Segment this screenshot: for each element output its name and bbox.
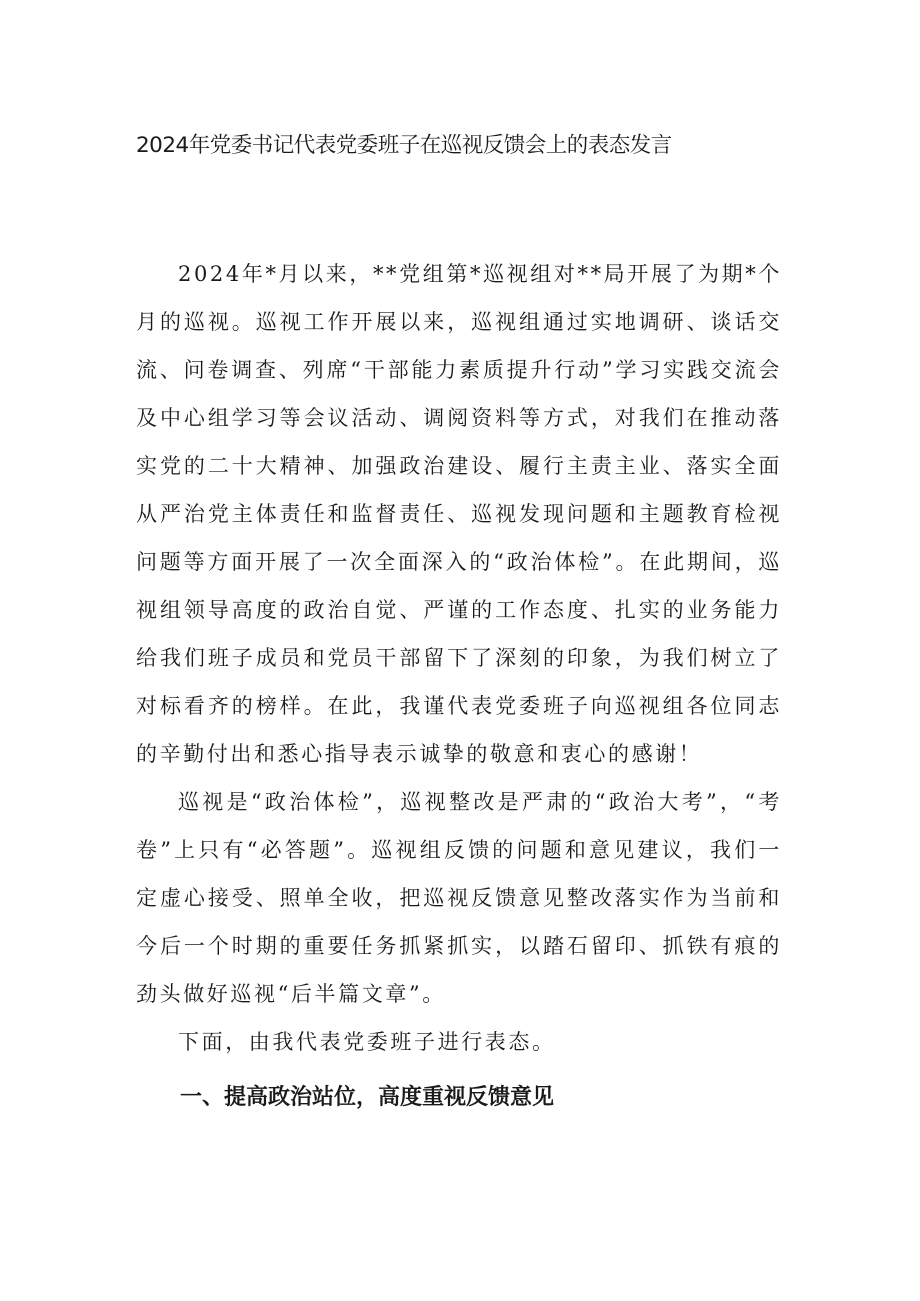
paragraph-inspection: 巡视是“政治体检”，巡视整改是严肃的“政治大考”，“考卷”上只有“必答题”。巡视组反馈的问题和意见建议，我们一定虚心接受、照单全收，把巡视反馈意见整改落实作为当前和今后一个时期的重要任务抓紧抓实，以踏石留印、抓铁有痕的劲头做好巡视“后半篇文章”。 (136, 790, 782, 1006)
document-title: 2024年党委书记代表党委班子在巡视反馈会上的表态发言 (136, 133, 672, 158)
document-body (136, 250, 782, 1122)
section-heading-1: 一、提高政治站位，高度重视反馈意见 (180, 1085, 555, 1110)
paragraph-statement: 下面，由我代表党委班子进行表态。 (178, 1030, 556, 1054)
paragraph-intro: 2024年*月以来，**党组第*巡视组对**局开展了为期*个月的巡视。巡视工作开展以来，巡视组通过实地调研、谈话交流、问卷调查、列席“干部能力素质提升行动”学习实践交流会及中心组学习等会议活动、调阅资料等方式，对我们在推动落实党的二十大精神、加强政治建设、履行主责主业、落实全面从严治党主体责任和监督责任、巡视发现问题和主题教育检视问题等方面开展了一次全面深入的“政治体检”。在此期间，巡视组领导高度的政治自觉、严谨的工作态度、扎实的业务能力给我们班子成员和党员干部留下了深刻的印象，为我们树立了对标看齐的榜样。在此，我谨代表党委班子向巡视组各位同志的辛勤付出和悉心指导表示诚挚的敬意和衷心的感谢！ (136, 262, 782, 766)
